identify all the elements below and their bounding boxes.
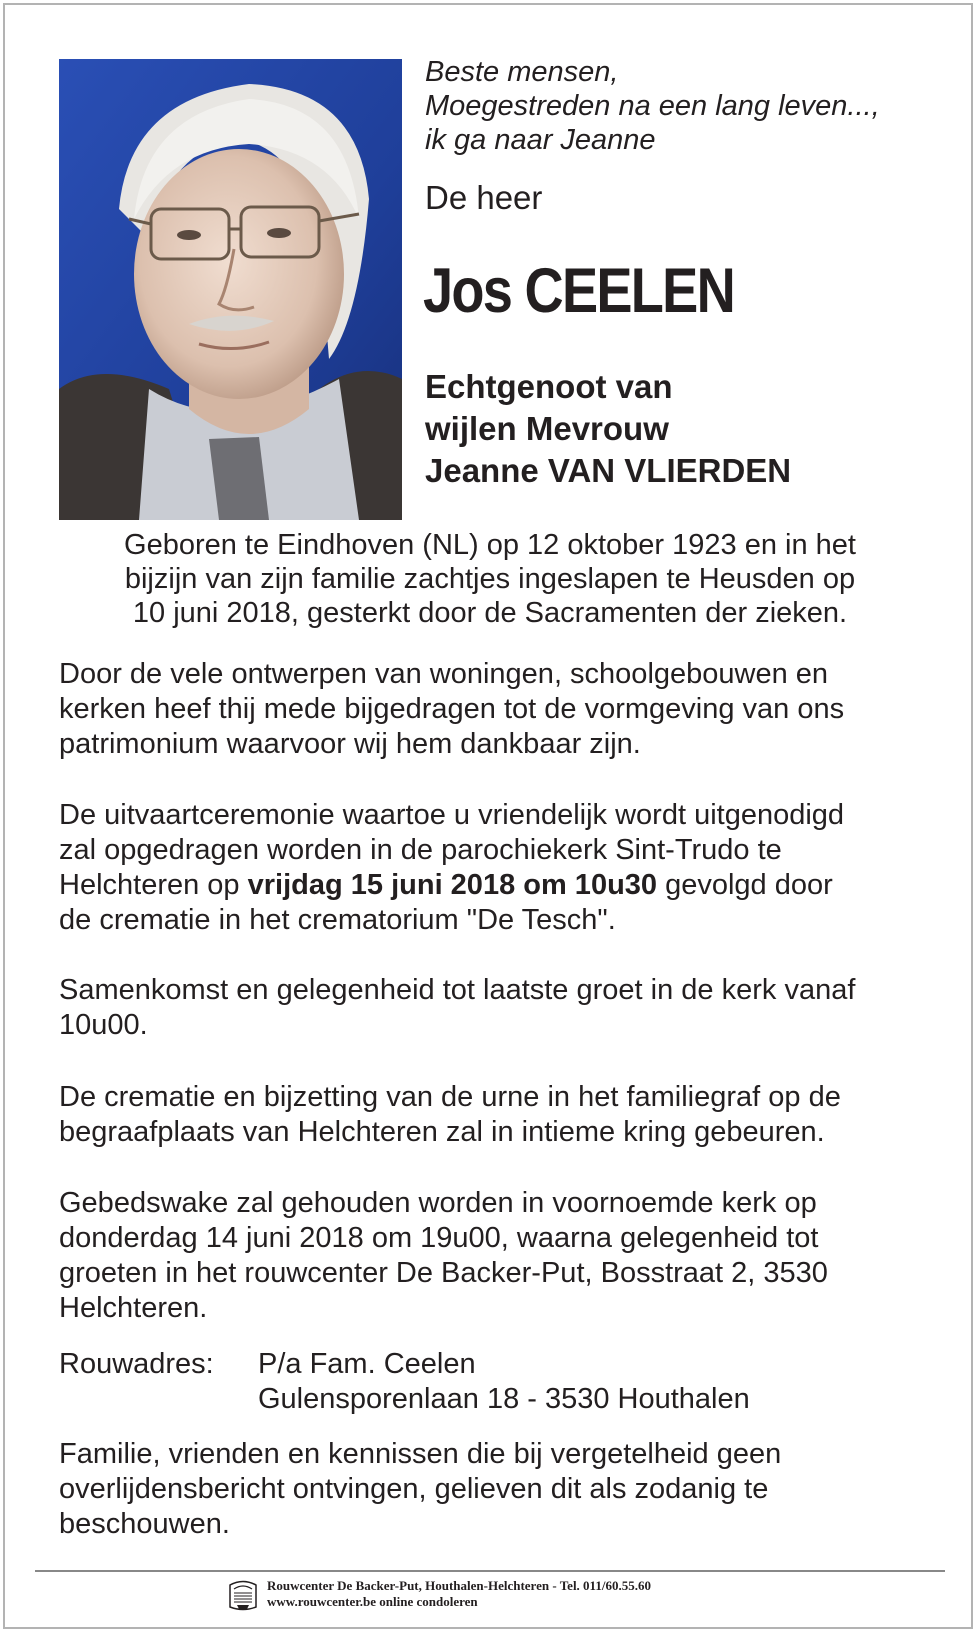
paragraph-line: Helchteren.	[59, 1292, 208, 1324]
paragraph-line: groeten in het rouwcenter De Backer-Put, Bosstraat 2, 3530	[59, 1257, 828, 1289]
deceased-name: Jos CEELEN	[423, 256, 734, 326]
address-line: P/a Fam. Ceelen	[258, 1348, 476, 1380]
ceremony-text: Helchteren op	[59, 869, 248, 901]
birth-line: Geboren te Eindhoven (NL) op 12 oktober 1923 en in het	[124, 529, 856, 561]
spouse-line: Jeanne VAN VLIERDEN	[425, 452, 792, 489]
address-label: Rouwadres:	[59, 1348, 214, 1380]
spouse-line: wijlen Mevrouw	[425, 410, 669, 447]
ceremony-paragraph	[59, 798, 939, 938]
intro-line: Moegestreden na een lang leven...,	[425, 90, 880, 122]
vigil-paragraph	[59, 1186, 939, 1326]
paragraph-line: De crematie en bijzetting van de urne in het familiegraf op de	[59, 1081, 841, 1113]
paragraph-line: de crematie in het crematorium "De Tesch".	[59, 904, 616, 936]
spouse-block	[425, 366, 791, 492]
paragraph-line: patrimonium waarvoor wij hem dankbaar zijn.	[59, 728, 641, 760]
paragraph-line: overlijdensbericht ontvingen, gelieven dit als zodanig te	[59, 1473, 769, 1505]
paragraph-line: Familie, vrienden en kennissen die bij vergetelheid geen	[59, 1438, 782, 1470]
paragraph-line: zal opgedragen worden in de parochiekerk Sint-Trudo te	[59, 834, 782, 866]
paragraph-line: Samenkomst en gelegenheid tot laatste groet in de kerk vanaf	[59, 974, 856, 1006]
paragraph-line: 10u00.	[59, 1009, 148, 1041]
intro-line: Beste mensen,	[425, 56, 619, 88]
portrait-photo	[59, 59, 402, 520]
paragraph-line	[59, 868, 939, 903]
paragraph-line: beschouwen.	[59, 1508, 230, 1540]
funeral-home-logo-icon	[226, 1577, 260, 1613]
address-line: Gulensporenlaan 18 - 3530 Houthalen	[258, 1383, 750, 1415]
birth-line: bijzijn van zijn familie zachtjes ingeslapen te Heusden op	[124, 563, 856, 595]
footer-text	[267, 1578, 651, 1610]
ceremony-text: gevolgd door	[657, 869, 833, 901]
spouse-line: Echtgenoot van	[425, 368, 673, 405]
closing-paragraph	[59, 1437, 939, 1542]
footer-website-link[interactable]: www.rouwcenter.be online condoleren	[267, 1594, 478, 1609]
paragraph-line: kerken heef thij mede bijgedragen tot de vormgeving van ons	[59, 693, 845, 725]
cremation-paragraph	[59, 1080, 939, 1150]
intro-verse	[425, 55, 945, 157]
paragraph-line: donderdag 14 juni 2018 om 19u00, waarna gelegenheid tot	[59, 1222, 819, 1254]
intro-line: ik ga naar Jeanne	[425, 124, 656, 156]
career-paragraph	[59, 657, 939, 762]
gathering-paragraph	[59, 973, 939, 1043]
paragraph-line: Door de vele ontwerpen van woningen, schoolgebouwen en	[59, 658, 829, 690]
footer-contact: Rouwcenter De Backer-Put, Houthalen-Helchteren - Tel. 011/60.55.60	[267, 1578, 651, 1593]
paragraph-line: Gebedswake zal gehouden worden in voornoemde kerk op	[59, 1187, 817, 1219]
paragraph-line: De uitvaartceremonie waartoe u vriendelijk wordt uitgenodigd	[59, 799, 845, 831]
paragraph-line: begraafplaats van Helchteren zal in intieme kring gebeuren.	[59, 1116, 825, 1148]
ceremony-date: vrijdag 15 juni 2018 om 10u30	[247, 869, 658, 901]
salutation: De heer	[425, 179, 543, 216]
address-lines	[258, 1347, 750, 1417]
birth-death-paragraph	[59, 528, 921, 630]
footer-divider	[35, 1570, 945, 1572]
birth-line: 10 juni 2018, gesterkt door de Sacramenten der zieken.	[132, 597, 848, 629]
